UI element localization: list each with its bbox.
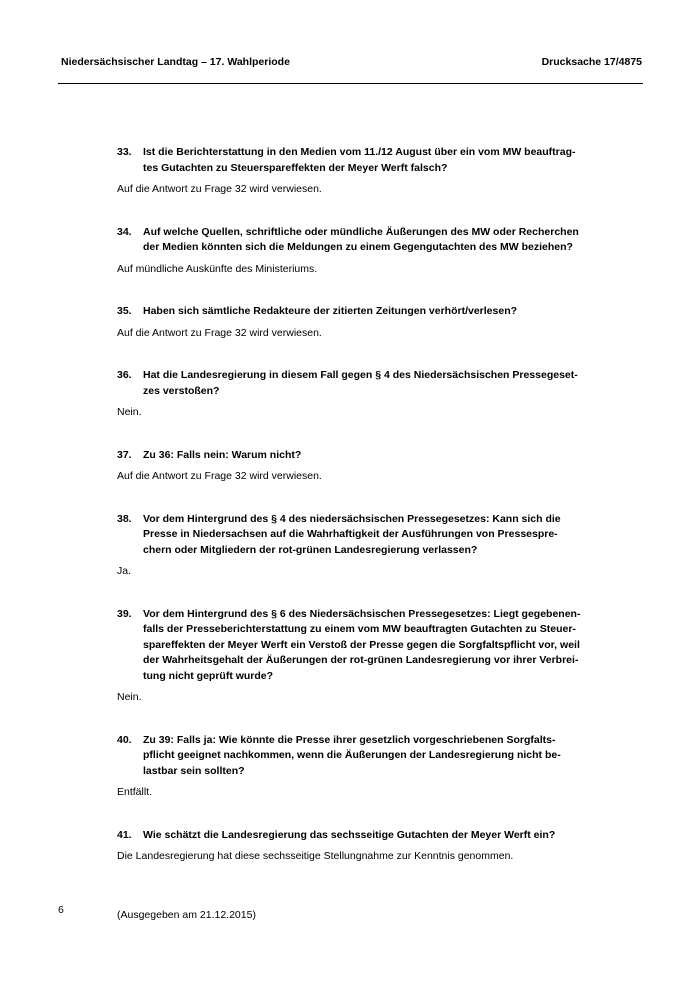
question-line: Haben sich sämtliche Redakteure der zitierten Zeitungen verhört/verlesen? — [143, 305, 518, 317]
question-block — [117, 828, 584, 865]
question-block — [117, 304, 584, 341]
question-line: pflicht geeignet nachkommen, wenn die Äußerungen der Landesregierung nicht be- — [143, 749, 561, 761]
question-block — [117, 368, 584, 421]
question-line: lastbar sein sollten? — [143, 764, 245, 777]
question-block — [117, 225, 584, 278]
question-number: 36. — [117, 369, 132, 381]
question — [117, 368, 584, 399]
question-line: der Wahrheitsgehalt der Äußerungen der rot-grünen Landesregierung vor ihrer Verbrei- — [143, 654, 579, 666]
answer: Auf mündliche Auskünfte des Ministeriums. — [117, 262, 318, 275]
question-line: chern oder Mitgliedern der rot-grünen Landesregierung verlassen? — [143, 543, 478, 556]
question — [117, 225, 584, 256]
answer: Auf die Antwort zu Frage 32 wird verwiesen. — [117, 326, 322, 339]
question-number: 33. — [117, 146, 132, 158]
question — [117, 448, 584, 464]
question-number: 37. — [117, 448, 132, 461]
question-line: Hat die Landesregierung in diesem Fall gegen § 4 des Niedersächsischen Pressegeset- — [143, 369, 578, 381]
question-block — [117, 733, 584, 801]
question-number: 38. — [117, 512, 132, 525]
question-line: Auf welche Quellen, schriftliche oder mündliche Äußerungen des MW oder Recherchen — [143, 225, 579, 238]
question — [117, 145, 584, 176]
question-number: 41. — [117, 828, 132, 841]
question-line: Zu 39: Falls ja: Wie könnte die Presse ihrer gesetzlich vorgeschriebenen Sorgfalts- — [143, 733, 556, 746]
question-list — [117, 145, 584, 892]
question-line: Vor dem Hintergrund des § 6 des Niedersächsischen Pressegesetzes: Liegt gegebenen- — [143, 607, 581, 620]
question-line: zes verstoßen? — [143, 384, 220, 397]
question-number: 40. — [117, 733, 132, 746]
header-title: Niedersächsischer Landtag – 17. Wahlperiode — [61, 56, 290, 68]
question-line: Presse in Niedersachsen auf die Wahrhaftigkeit der Ausführungen von Pressespre- — [143, 528, 558, 540]
question-block — [117, 512, 584, 580]
question-line: der Medien könnten sich die Meldungen zu einem Gegengutachten des MW beziehen? — [143, 241, 573, 253]
page-number: 6 — [58, 904, 64, 916]
question-line: Zu 36: Falls nein: Warum nicht? — [143, 448, 302, 461]
document-number: Drucksache 17/4875 — [541, 56, 642, 68]
question-block — [117, 145, 584, 198]
question-line: falls der Presseberichterstattung zu einem vom MW beauftragten Gutachten zu Steuer- — [143, 623, 576, 635]
issued-date: (Ausgegeben am 21.12.2015) — [117, 909, 256, 921]
question-block — [117, 448, 584, 485]
question-line: spareffekten der Meyer Werft ein Verstoß der Presse gegen die Sorgfaltspflicht vor, weil — [143, 638, 580, 651]
header-divider — [58, 83, 643, 84]
question-line: tes Gutachten zu Steuerspareffekten der Meyer Werft falsch? — [143, 161, 448, 174]
question — [117, 733, 584, 780]
question — [117, 607, 584, 685]
answer: Die Landesregierung hat diese sechsseitige Stellungnahme zur Kenntnis genommen. — [117, 850, 514, 862]
question — [117, 304, 584, 320]
question-line: tung nicht geprüft wurde? — [143, 669, 274, 682]
question-number: 34. — [117, 225, 132, 238]
answer: Auf die Antwort zu Frage 32 wird verwiesen. — [117, 183, 322, 195]
question-line: Wie schätzt die Landesregierung das sechsseitige Gutachten der Meyer Werft ein? — [143, 828, 556, 841]
answer: Auf die Antwort zu Frage 32 wird verwiesen. — [117, 470, 322, 482]
question — [117, 828, 584, 844]
question-line: Ist die Berichterstattung in den Medien vom 11./12 August über ein vom MW beauftrag- — [143, 146, 576, 158]
answer: Nein. — [117, 406, 142, 418]
question-line: Vor dem Hintergrund des § 4 des niedersächsischen Pressegesetzes: Kann sich die — [143, 512, 561, 525]
question — [117, 512, 584, 559]
answer: Nein. — [117, 691, 142, 703]
question-number: 35. — [117, 305, 132, 317]
answer: Entfällt. — [117, 786, 153, 798]
question-block — [117, 607, 584, 706]
question-number: 39. — [117, 607, 132, 620]
answer: Ja. — [117, 565, 132, 577]
